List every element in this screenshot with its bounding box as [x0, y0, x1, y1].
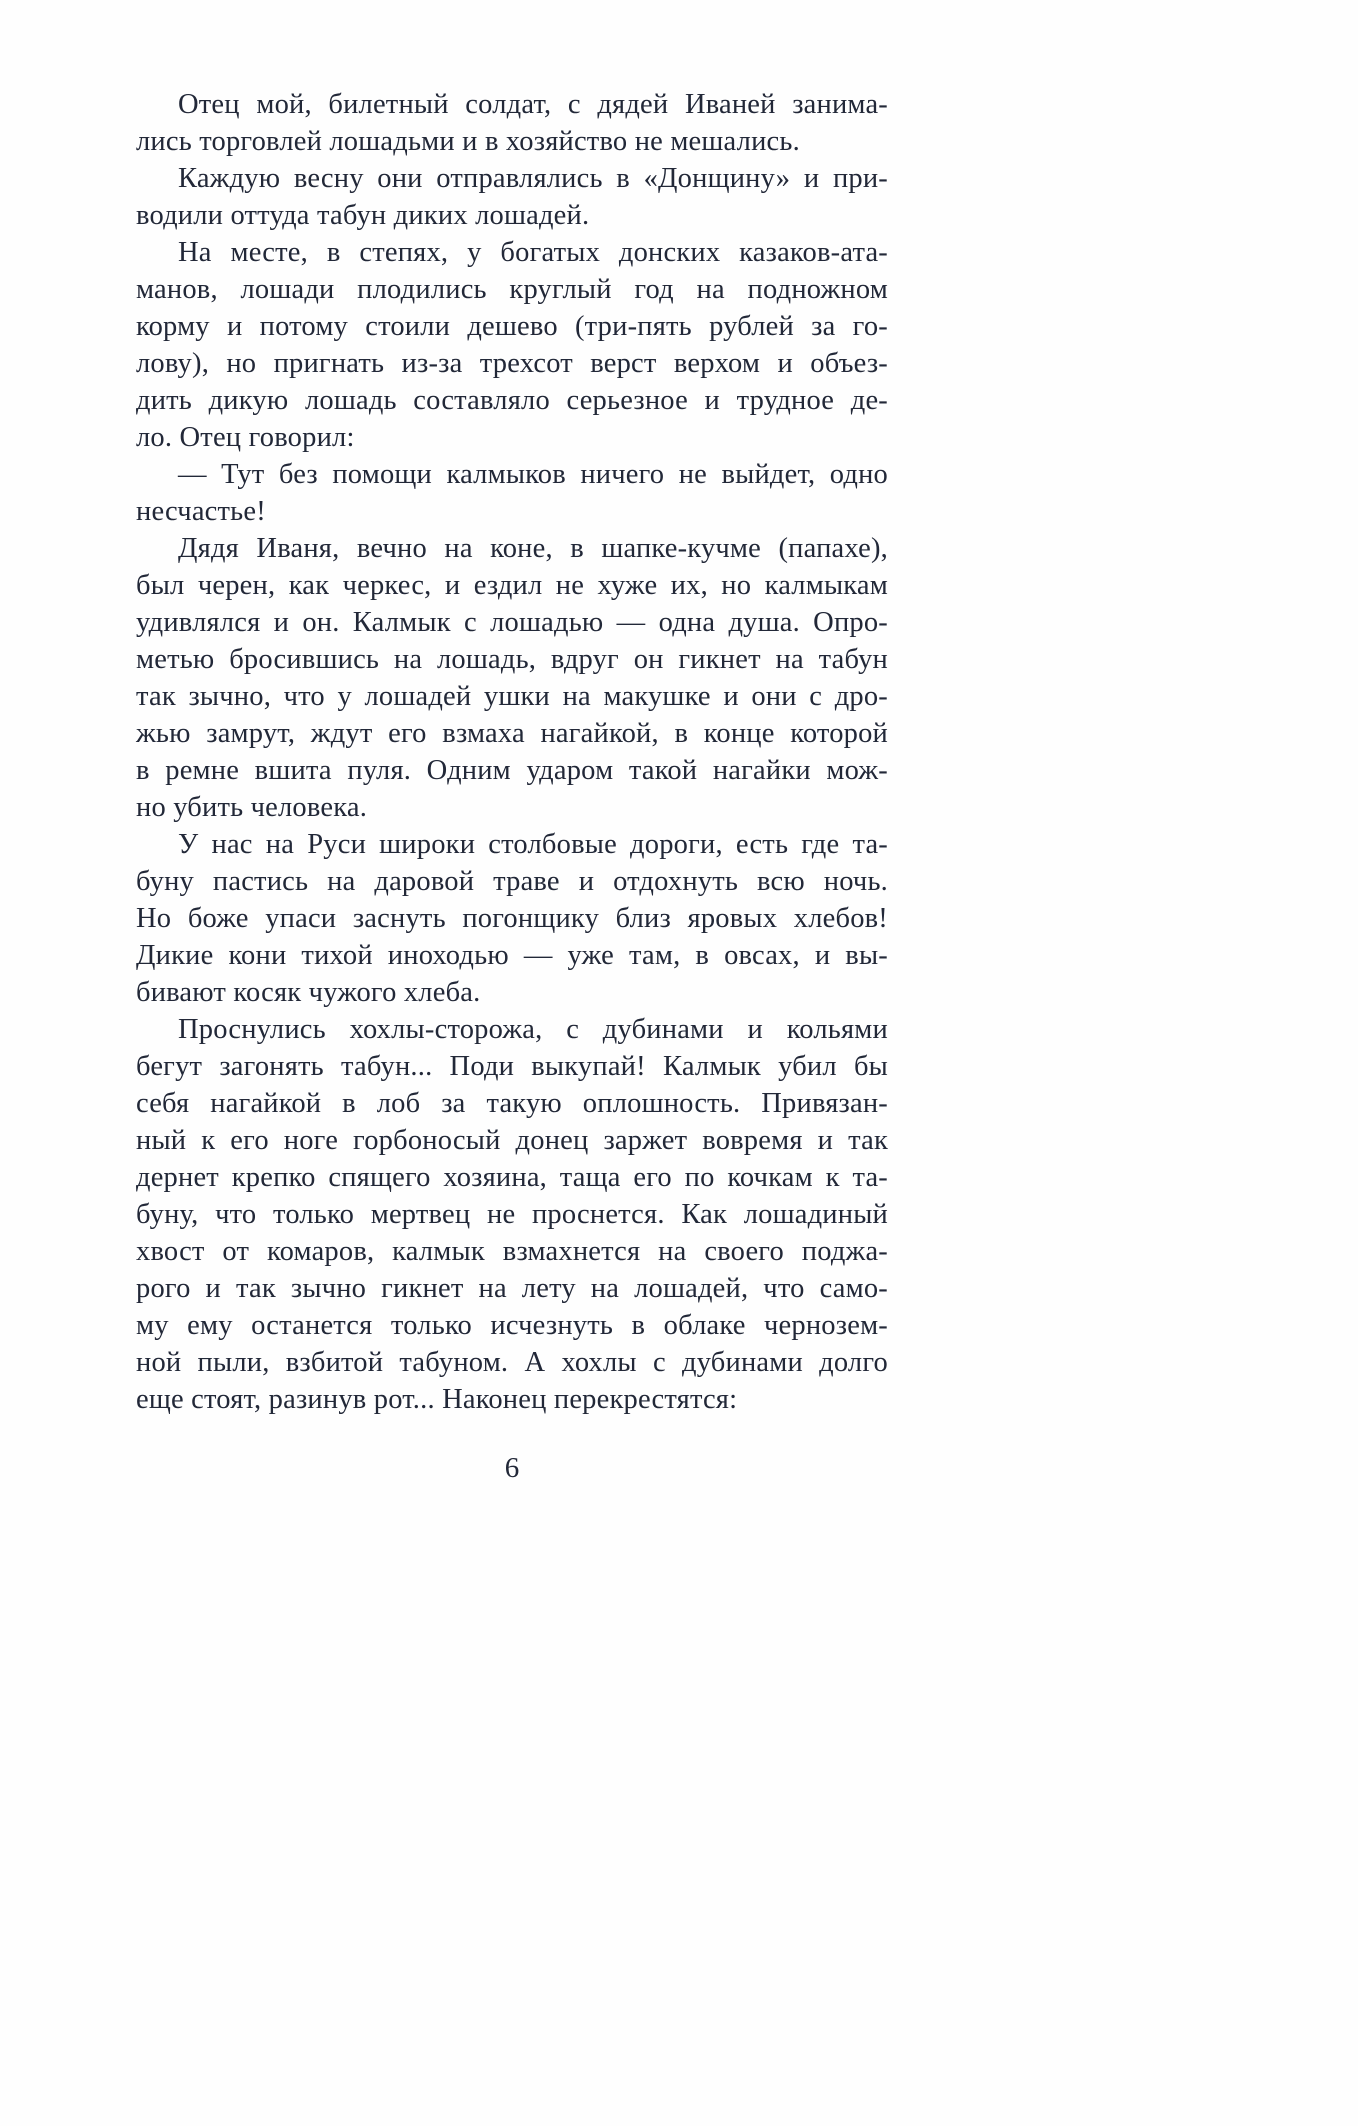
- text-line: рого и так зычно гикнет на лету на лошадей, что само-: [136, 1273, 888, 1304]
- text-line: — Тут без помощи калмыков ничего не выйдет, одно: [178, 459, 888, 490]
- text-line: ный к его ноге горбоносый донец заржет вовремя и так: [136, 1125, 888, 1156]
- text-line: бегут загонять табун... Поди выкупай! Калмык убил бы: [136, 1051, 888, 1082]
- text-line: так зычно, что у лошадей ушки на макушке и они с дро-: [136, 681, 888, 712]
- paragraph: [136, 456, 888, 530]
- text-line: бивают косяк чужого хлеба.: [136, 977, 481, 1008]
- text-line: лову), но пригнать из-за трехсот верст верхом и объез-: [136, 348, 888, 379]
- paragraph: [136, 86, 888, 160]
- text-line: корму и потому стоили дешево (три-пять рублей за го-: [136, 311, 888, 342]
- paragraph: [136, 160, 888, 234]
- text-line: Но боже упаси заснуть погонщику близ яровых хлебов!: [136, 903, 888, 934]
- text-line: ло. Отец говорил:: [136, 422, 355, 453]
- text-line: жью замрут, ждут его взмаха нагайкой, в конце которой: [136, 718, 888, 749]
- paragraph: [136, 826, 888, 1011]
- text-line: еще стоят, разинув рот... Наконец перекрестятся:: [136, 1384, 738, 1415]
- text-line: буну, что только мертвец не проснется. Как лошадиный: [136, 1199, 888, 1230]
- text-line: но убить человека.: [136, 792, 368, 823]
- text-line: водили оттуда табун диких лошадей.: [136, 200, 590, 231]
- text-line: ной пыли, взбитой табуном. А хохлы с дубинами долго: [136, 1347, 888, 1378]
- text-line: Дядя Иваня, вечно на коне, в шапке-кучме (папахе),: [178, 533, 888, 564]
- page-number: 6: [504, 1452, 520, 1484]
- text-line: в ремне вшита пуля. Одним ударом такой нагайки мож-: [136, 755, 888, 786]
- text-line: манов, лошади плодились круглый год на подножном: [136, 274, 888, 305]
- text-line: был черен, как черкес, и ездил не хуже их, но калмыкам: [136, 570, 888, 601]
- paragraph: [136, 530, 888, 826]
- text-line: На месте, в степях, у богатых донских казаков-ата-: [178, 237, 888, 268]
- text-line: дернет крепко спящего хозяина, таща его по кочкам к та-: [136, 1162, 888, 1193]
- text-line: лись торговлей лошадьми и в хозяйство не мешались.: [136, 126, 800, 157]
- text-line: удивлялся и он. Калмык с лошадью — одна душа. Опро-: [136, 607, 888, 638]
- text-line: Отец мой, билетный солдат, с дядей Иваней занима-: [178, 89, 888, 120]
- text-line: буну пастись на даровой траве и отдохнуть всю ночь.: [136, 866, 888, 897]
- text-line: несчастье!: [136, 496, 266, 527]
- text-line: хвост от комаров, калмык взмахнется на своего поджа-: [136, 1236, 888, 1267]
- text-block: [136, 86, 888, 1418]
- text-line: Дикие кони тихой иноходью — уже там, в овсах, и вы-: [136, 940, 888, 971]
- text-line: У нас на Руси широки столбовые дороги, есть где та-: [178, 829, 888, 860]
- paragraph: [136, 234, 888, 456]
- text-line: метью бросившись на лошадь, вдруг он гикнет на табун: [136, 644, 888, 675]
- text-line: Проснулись хохлы-сторожа, с дубинами и кольями: [178, 1014, 888, 1045]
- text-line: му ему останется только исчезнуть в облаке чернозем-: [136, 1310, 888, 1341]
- paragraph: [136, 1011, 888, 1418]
- text-line: дить дикую лошадь составляло серьезное и трудное де-: [136, 385, 888, 416]
- text-line: себя нагайкой в лоб за такую оплошность. Привязан-: [136, 1088, 888, 1119]
- text-line: Каждую весну они отправлялись в «Донщину» и при-: [178, 163, 888, 194]
